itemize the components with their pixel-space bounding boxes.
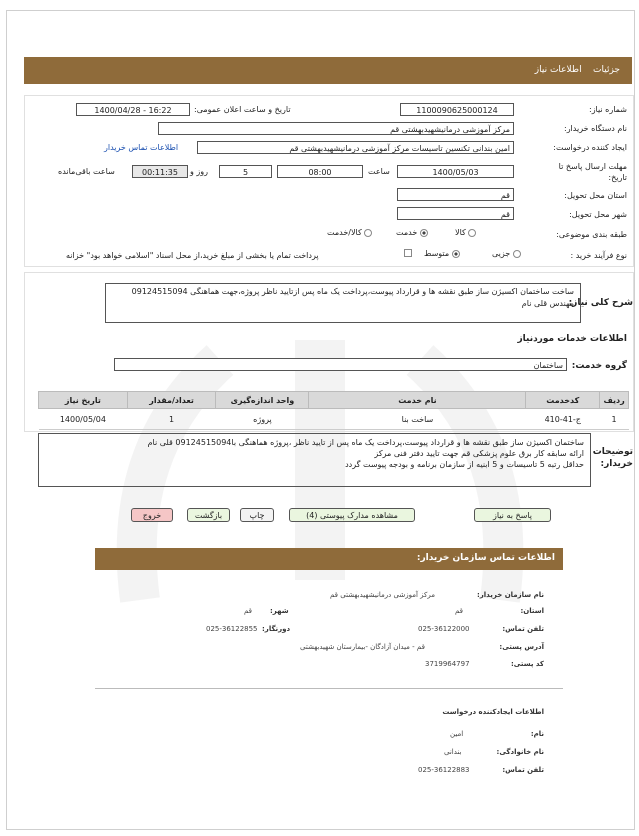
city-label: شهر محل تحویل:: [569, 210, 627, 219]
table-row[interactable]: [39, 409, 629, 430]
city-field: قم: [397, 207, 514, 220]
process-option-minor[interactable]: جزیی: [492, 249, 521, 258]
buyer-notes-line2: ارائه سابقه کار برق علوم پزشکی قم جهت تایید دفتر فنی مرکز: [374, 449, 584, 458]
summary-label: شرح کلی نیاز:: [568, 298, 633, 308]
cell-date: 1400/05/04: [39, 409, 128, 430]
buyer-label: نام دستگاه خریدار:: [564, 124, 627, 133]
exit-button[interactable]: خروج: [131, 508, 173, 522]
treasury-note: پرداخت تمام یا بخشی از مبلغ خرید،از محل اسناد "اسلامی خواهد بود" خزانه: [66, 251, 319, 260]
deadline-time-field: 08:00: [277, 165, 363, 178]
reply-button[interactable]: پاسخ به نیاز: [474, 508, 551, 522]
postal-label: کد پستی:: [510, 660, 544, 668]
buyer-notes-box: [38, 433, 591, 487]
services-title: اطلاعات خدمات موردنیاز: [517, 334, 627, 344]
org-value: مرکز آموزشی درمانیشهیدبهشتی قم: [330, 591, 435, 599]
category-option-service[interactable]: خدمت: [396, 228, 428, 237]
service-group-field: ساختمان: [114, 358, 567, 371]
announce-field: 1400/04/28 - 16:22: [76, 103, 190, 116]
col-qty: تعداد/مقدار: [127, 392, 216, 409]
contact-province-label: استان:: [520, 607, 544, 615]
cell-index: 1: [600, 409, 629, 430]
contact-city-value: قم: [244, 607, 253, 615]
radio-icon: [513, 250, 521, 258]
creator-name-value: امین: [450, 730, 464, 738]
creator-family-label: نام خانوادگی:: [496, 748, 544, 756]
need-number-field: 1100090625000124: [400, 103, 514, 116]
back-button[interactable]: بازگشت: [187, 508, 230, 522]
category-option-both[interactable]: کالا/خدمت: [327, 228, 372, 237]
deadline-date-field: 1400/05/03: [397, 165, 514, 178]
cell-unit: پروژه: [216, 409, 309, 430]
contact-divider: [95, 688, 563, 689]
buyer-notes-line3: حداقل رتبه 5 تاسیسات و 5 ابنیه از سازمان برنامه و بودجه پیوست گردد: [345, 460, 584, 469]
radio-selected-icon: [420, 229, 428, 237]
radio-selected-icon: [452, 250, 460, 258]
fax-value: 025-36122855: [206, 625, 258, 633]
buyer-field: مرکز آموزشی درمانیشهیدبهشتی قم: [158, 122, 514, 135]
creator-phone-value: 025-36122883: [418, 766, 470, 774]
deadline-time-label: ساعت: [368, 167, 390, 176]
summary-text: ساخت ساختمان اکسیژن ساز طبق نقشه ها و قرارداد پیوست،پرداخت یک ماه پس ازتایید ناظر پروژه،جهت هماهنگی 09124515094 مهندس قلی نام: [105, 283, 581, 323]
radio-icon: [468, 229, 476, 237]
creator-family-value: بندانی: [444, 748, 462, 756]
print-button[interactable]: چاپ: [240, 508, 274, 522]
need-number-label: شماره نیاز:: [589, 105, 627, 114]
address-value: قم - میدان آزادگان -بیمارستان شهیدبهشتی: [300, 643, 425, 651]
announce-label: تاریخ و ساعت اعلان عمومی:: [194, 105, 291, 114]
creator-field: امین بندانی تکنسین تاسیسات مرکز آموزشی درمانیشهیدبهشتی قم: [197, 141, 514, 154]
tab-need-info[interactable]: اطلاعات نیاز: [534, 65, 582, 75]
tab-details[interactable]: جزئیات: [593, 65, 620, 75]
deadline-label: مهلت ارسال پاسخ تا تاریخ:: [558, 162, 627, 182]
contact-province-value: قم: [455, 607, 464, 615]
service-group-label: گروه خدمت:: [571, 361, 627, 371]
remaining-time-field: 00:11:35: [132, 165, 188, 178]
radio-icon: [364, 229, 372, 237]
creator-label: ایجاد کننده درخواست:: [553, 143, 627, 152]
col-unit: واحد اندازه‌گیری: [216, 392, 309, 409]
org-label: نام سازمان خریدار:: [476, 591, 544, 599]
cell-qty: 1: [127, 409, 216, 430]
need-info-panel: [24, 95, 634, 267]
col-index: ردیف: [600, 392, 629, 409]
top-tab-bar: [24, 57, 632, 84]
services-table: [38, 391, 629, 430]
treasury-checkbox[interactable]: [404, 249, 412, 257]
address-label: آدرس پستی:: [499, 643, 544, 651]
process-label: نوع فرآیند خرید :: [570, 251, 627, 260]
remaining-label: ساعت باقی‌مانده: [58, 167, 115, 176]
postal-value: 3719964797: [425, 660, 470, 668]
province-label: استان محل تحویل:: [564, 191, 627, 200]
contact-header: [95, 548, 563, 570]
days-label: روز و: [190, 167, 208, 176]
cell-name: ساخت بنا: [309, 409, 526, 430]
buyer-notes-line1: ساختمان اکسیژن ساز طبق نقشه ها و قرارداد پیوست،پرداخت یک ماه پس از تایید ناظر ،پروژه هماهنگی با09124515094 قلی نام: [147, 438, 584, 447]
category-label: طبقه بندی موضوعی:: [556, 230, 627, 239]
contact-title: اطلاعات تماس سازمان خریدار:: [416, 553, 555, 563]
process-option-medium[interactable]: متوسط: [424, 249, 460, 258]
province-field: قم: [397, 188, 514, 201]
col-name: نام خدمت: [309, 392, 526, 409]
contact-city-label: شهر:: [270, 607, 289, 615]
fax-label: دورنگار:: [262, 625, 291, 633]
creator-info-title: اطلاعات ایجادکننده درخواست: [442, 708, 544, 716]
buyer-contact-link[interactable]: اطلاعات تماس خریدار: [104, 143, 179, 152]
creator-phone-label: تلفن تماس:: [502, 766, 544, 774]
cell-code: ج-41-410: [526, 409, 600, 430]
table-header-row: [39, 392, 629, 409]
col-code: کدخدمت: [526, 392, 600, 409]
attachments-button[interactable]: مشاهده مدارک پیوستی (4): [289, 508, 415, 522]
category-option-goods[interactable]: کالا: [455, 228, 476, 237]
col-date: تاریخ نیاز: [39, 392, 128, 409]
buyer-notes-label: توضیحات خریدار:: [592, 447, 633, 469]
days-field: 5: [219, 165, 272, 178]
creator-name-label: نام:: [530, 730, 544, 738]
phone-value: 025-36122000: [418, 625, 470, 633]
phone-label: تلفن تماس:: [502, 625, 544, 633]
